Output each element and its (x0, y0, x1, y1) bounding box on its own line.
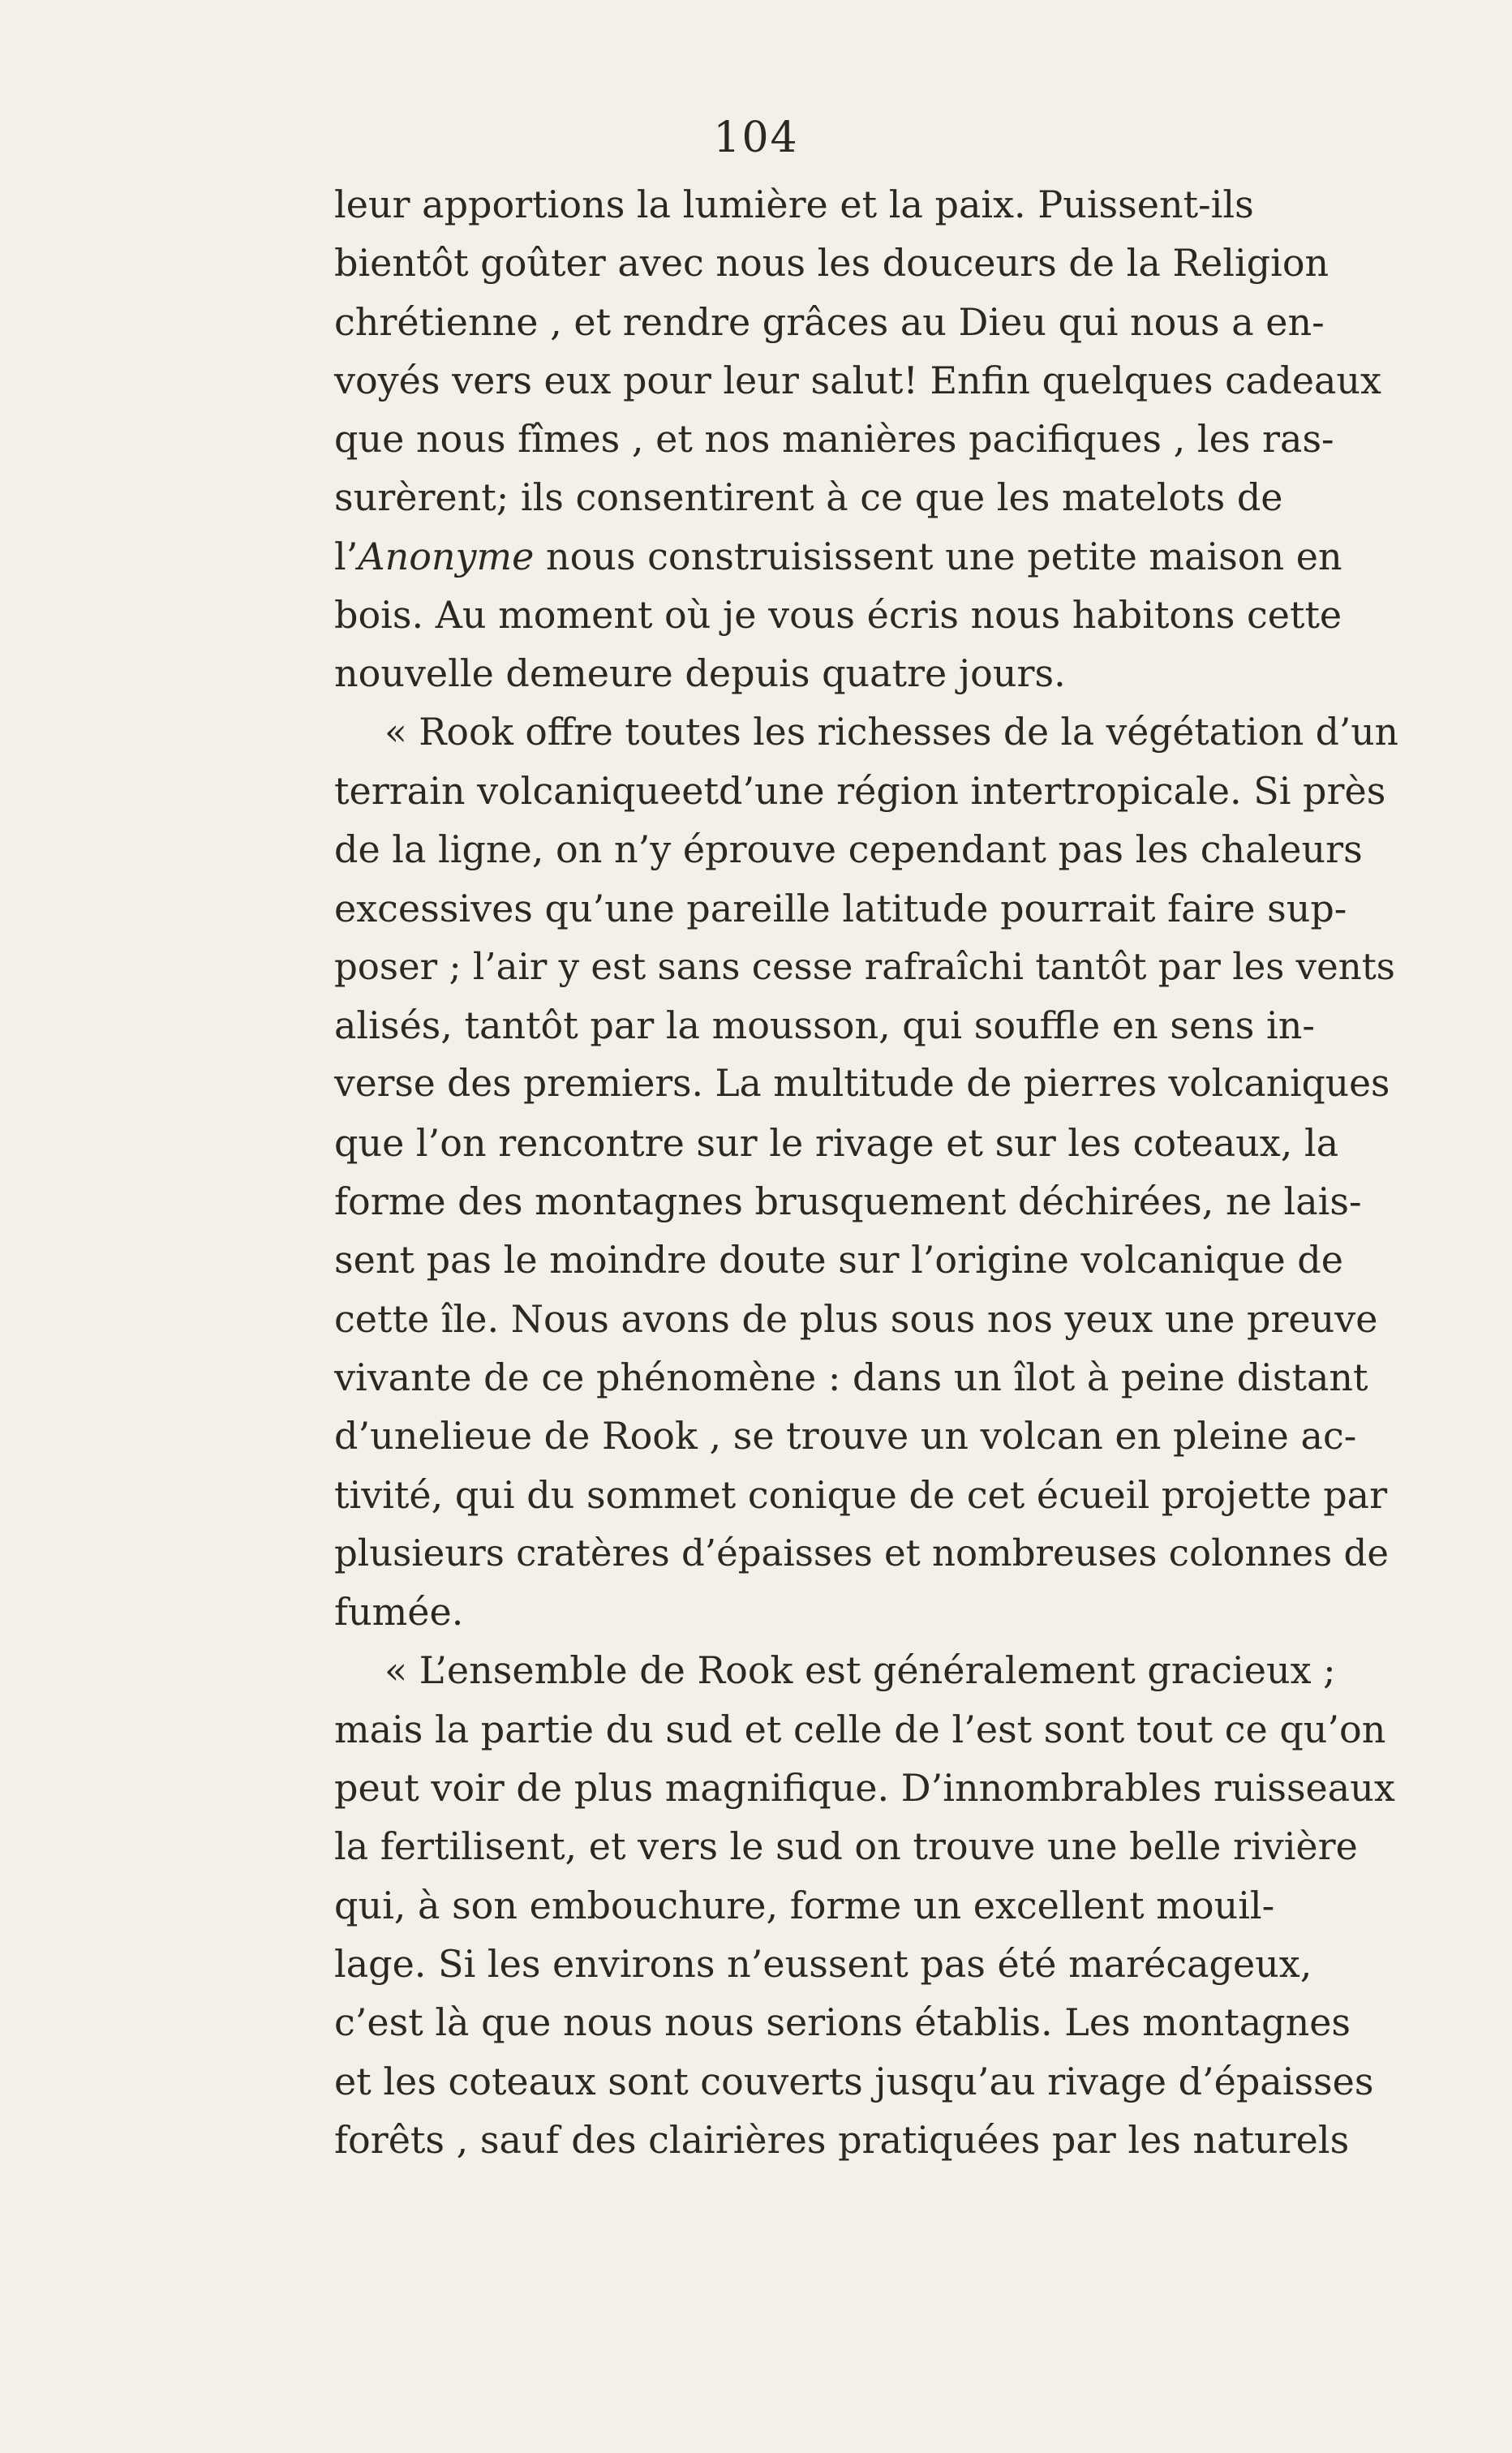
text-line: peut voir de plus magnifique. D’innombrables ruisseaux (334, 1766, 1395, 1811)
text-line: sent pas le moindre doute sur l’origine volcanique de (334, 1238, 1343, 1282)
text-line (334, 527, 1398, 586)
text-line: forme des montagnes brusquement déchirées, ne lais- (334, 1179, 1362, 1224)
text-line: forêts , sauf des clairières pratiquées par les naturels (334, 2117, 1350, 2162)
text-line: lage. Si les environs n’eussent pas été marécageux, (334, 1941, 1312, 1986)
text-line: poser ; l’air y est sans cesse rafraîchi tantôt par les vents (334, 944, 1395, 988)
text-line: vivante de ce phénomène : dans un îlot à peine distant (334, 1355, 1368, 1399)
body-text (334, 175, 1398, 2169)
text-line: de la ligne, on n’y éprouve cependant pas les chaleurs (334, 827, 1363, 872)
text-line: terrain volcaniqueetd’une région intertropicale. Si près (334, 768, 1386, 813)
text-line: verse des premiers. La multitude de pierres volcaniques (334, 1062, 1390, 1106)
text-line: excessives qu’une pareille latitude pourrait faire sup- (334, 886, 1347, 930)
text-line: et les coteaux sont couverts jusqu’au rivage d’épaisses (334, 2059, 1374, 2103)
text-line: « L’ensemble de Rook est généralement gracieux ; (384, 1648, 1336, 1693)
text-line: bois. Au moment où je vous écris nous habitons cette (334, 593, 1342, 638)
text-line: leur apportions la lumière et la paix. Puissent-ils (334, 183, 1254, 226)
text-line: que l’on rencontre sur le rivage et sur les coteaux, la (334, 1120, 1339, 1165)
text-line: voyés vers eux pour leur salut! Enfin quelques cadeaux (334, 358, 1381, 402)
text-line: cette île. Nous avons de plus sous nos yeux une preuve (334, 1296, 1378, 1341)
text-line: fumée. (334, 1590, 464, 1635)
text-line: d’unelieue de Rook , se trouve un volcan en pleine ac- (334, 1414, 1357, 1458)
text-segment: nous construisissent une petite maison en (534, 534, 1342, 578)
text-line: « Rook offre toutes les richesses de la végétation d’un (384, 710, 1398, 754)
text-line: plusieurs cratères d’épaisses et nombreuses colonnes de (334, 1531, 1389, 1574)
ship-name: Anonyme (358, 534, 535, 578)
text-line: mais la partie du sud et celle de l’est sont tout ce qu’on (334, 1707, 1386, 1751)
text-line: nouvelle demeure depuis quatre jours. (334, 651, 1066, 696)
text-line: que nous fîmes , et nos manières pacifiques , les ras- (334, 417, 1334, 462)
text-line: la fertilisent, et vers le sud on trouve une belle rivière (334, 1824, 1358, 1869)
text-line: tivité, qui du sommet conique de cet écueil projette par (334, 1472, 1388, 1517)
text-line: surèrent; ils consentirent à ce que les matelots de (334, 475, 1283, 520)
text-line: alisés, tantôt par la mousson, qui souffle en sens in- (334, 1003, 1315, 1048)
text-line: bientôt goûter avec nous les douceurs de la Religion (334, 241, 1329, 286)
text-segment: l’ (334, 534, 359, 578)
text-line: qui, à son embouchure, forme un excellent mouil- (334, 1883, 1275, 1927)
text-line: chrétienne , et rendre grâces au Dieu qui nous a en- (334, 299, 1325, 344)
page-number: 104 (713, 114, 799, 162)
text-line: c’est là que nous nous serions établis. Les montagnes (334, 2000, 1351, 2045)
